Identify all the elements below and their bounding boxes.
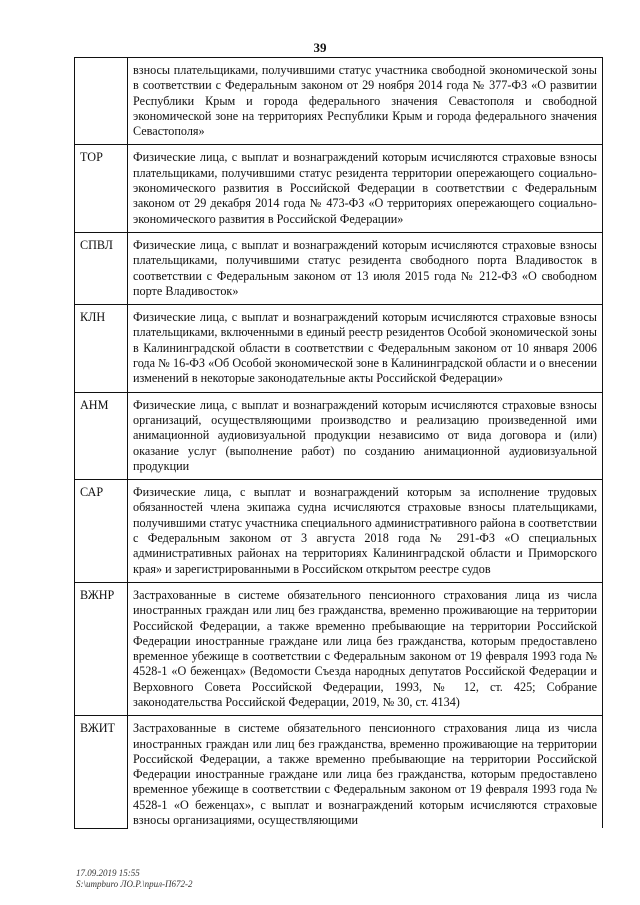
table-row	[75, 232, 603, 304]
description-cell: Физические лица, с выплат и вознаграждений которым за исполнение трудовых обязанностей члена экипажа судна исчисляются страховые взносы плательщиками, получившими статус участника специального административного района в соответствии с Федеральным законом от 3 августа 2018 года № 291-ФЗ «О специальных административных районах на территориях Калининградской области и Приморского края» и зарегистрированными в Российском открытом реестре судов	[128, 480, 603, 583]
table-row	[75, 480, 603, 583]
code-cell: ТОР	[75, 145, 128, 232]
code-cell: СПВЛ	[75, 232, 128, 304]
table-row	[75, 716, 603, 829]
code-cell	[75, 58, 128, 145]
table-row	[75, 58, 603, 145]
code-cell: АНМ	[75, 392, 128, 479]
document-footer	[76, 868, 193, 890]
footer-timestamp: 17.09.2019 15:55	[76, 868, 140, 878]
codes-table	[74, 57, 603, 829]
table-row	[75, 145, 603, 232]
description-cell: Физические лица, с выплат и вознаграждений которым исчисляются страховые взносы плательщиками, включенными в единый реестр резидентов Особой экономической зоны в Калининградской области в соответствии с Федеральным законом от 10 января 2006 года № 16-ФЗ «Об Особой экономической зоне в Калининградской области и о внесении изменений в некоторые законодательные акты Российской Федерации»	[128, 305, 603, 392]
description-cell: Физические лица, с выплат и вознаграждений которым исчисляются страховые взносы организаций, осуществляющими производство и реализацию произведенной ими анимационной аудиовизуальной продукции независимо от вида договора и (или) оказание услуг (выполнение работ) по созданию анимационной аудиовизуальной продукции	[128, 392, 603, 479]
description-cell: Физические лица, с выплат и вознаграждений которым исчисляются страховые взносы плательщиками, получившими статус резидента свободного порта Владивосток в соответствии с Федеральным законом от 13 июля 2015 года № 212-ФЗ «О свободном порте Владивосток»	[128, 232, 603, 304]
table-row	[75, 305, 603, 392]
description-cell: Застрахованные в системе обязательного пенсионного страхования лица из числа иностранных граждан или лиц без гражданства, временно проживающие на территории Российской Федерации, а также временно пребывающие на территории Российской Федерации иностранные граждане или лица без гражданства, которым предоставлено временное убежище в соответствии с Федеральным законом от 19 февраля 1993 года № 4528-1 «О беженцах», с выплат и вознаграждений которым исчисляются страховые взносы организациями, осуществляющими	[128, 716, 603, 829]
page-number: 39	[313, 40, 327, 55]
table-row	[75, 582, 603, 715]
code-cell: САР	[75, 480, 128, 583]
table-row	[75, 392, 603, 479]
code-cell: КЛН	[75, 305, 128, 392]
description-cell: Застрахованные в системе обязательного пенсионного страхования лица из числа иностранных граждан или лиц без гражданства, временно проживающие на территории Российской Федерации, а также временно пребывающие на территории Российской Федерации иностранные граждане или лица без гражданства, которым предоставлено временное убежище в соответствии с Федеральным законом от 19 февраля 1993 года № 4528-1 «О беженцах» (Ведомости Съезда народных депутатов Российской Федерации и Верховного Совета Российской Федерации, 1993, № 12, ст. 425; Собрание законодательства Российской Федерации, 2019, № 30, ст. 4134)	[128, 582, 603, 715]
description-cell: Физические лица, с выплат и вознаграждений которым исчисляются страховые взносы плательщиками, получившими статус резидента территории опережающего социально-экономического развития в Российской Федерации в соответствии с Федеральным законом от 29 декабря 2014 года № 473-ФЗ «О территориях опережающего социально-экономического развития в Российской Федерации»	[128, 145, 603, 232]
code-cell: ВЖНР	[75, 582, 128, 715]
code-cell: ВЖИТ	[75, 716, 128, 829]
description-cell: взносы плательщиками, получившими статус участника свободной экономической зоны в соответствии с Федеральным законом от 29 ноября 2014 года № 377-ФЗ «О развитии Республики Крым и города федерального значения Севастополя и свободной экономической зоне на территориях Республики Крым и города федерального значения Севастополя»	[128, 58, 603, 145]
footer-file-path: S:\umpburo ЛО.Р.\прил-П672-2	[76, 879, 193, 889]
